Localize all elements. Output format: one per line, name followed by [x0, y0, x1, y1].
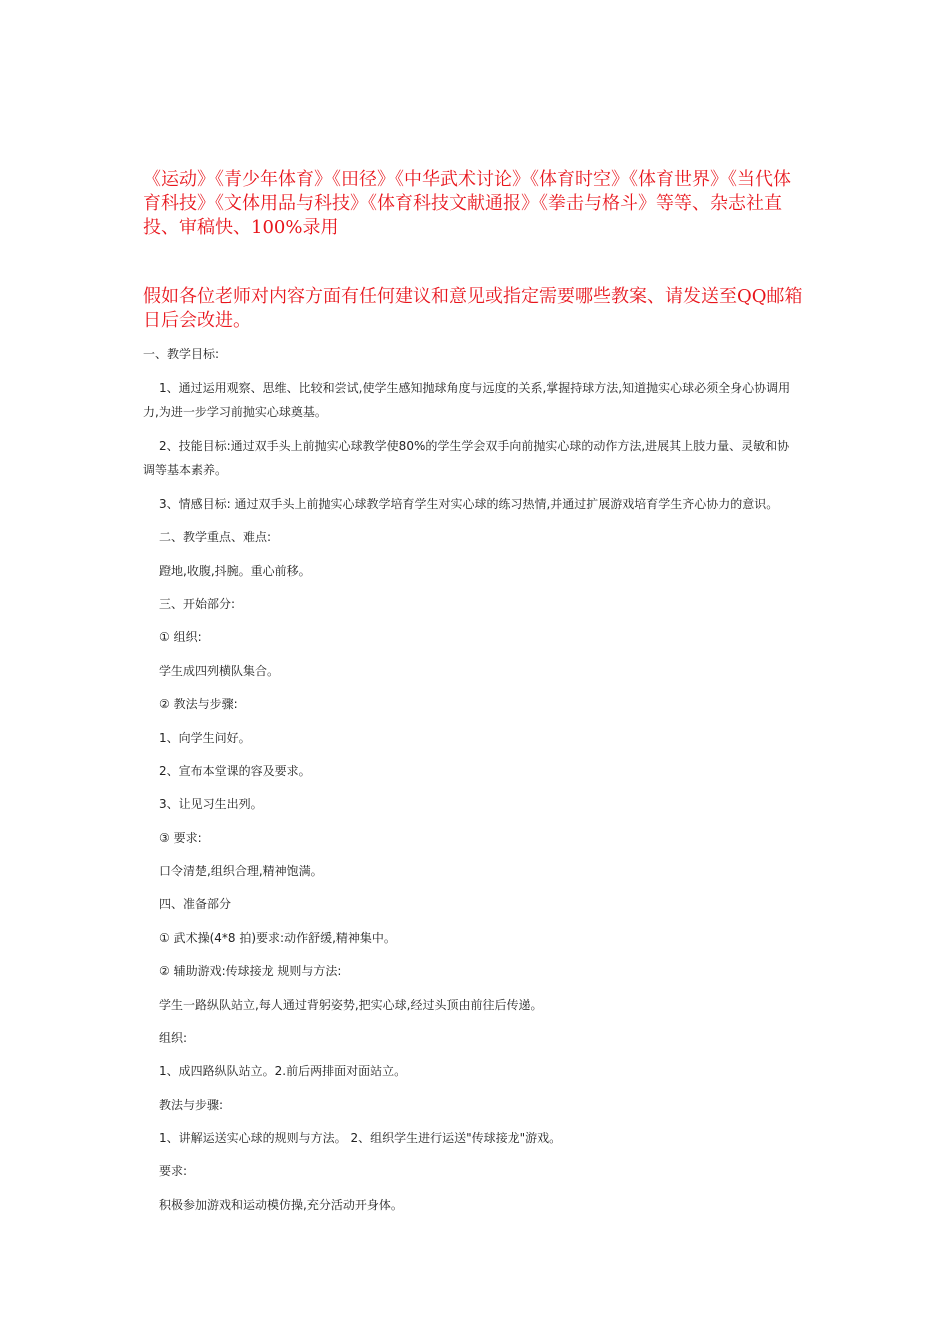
game-organization-label: 组织: — [159, 1031, 188, 1045]
game-rule-text: 学生一路纵队站立,每人通过背躬姿势,把实心球,经过头顶由前往后传递。 — [159, 998, 543, 1012]
game-organization-text: 1、成四路纵队站立。2.前后两排面对面站立。 — [159, 1064, 407, 1078]
prep-item-2-text: ② 辅助游戏:传球接龙 规则与方法: — [159, 964, 342, 978]
section-heading-goals: 一、教学目标: — [143, 347, 220, 361]
section-heading-preparation: 四、准备部分 — [159, 897, 232, 911]
requirement-label: ③ 要求: — [159, 831, 202, 845]
goal-3-text: 3、情感目标: 通过双手头上前抛实心球教学培育学生对实心球的练习热情,并通过扩展游戏培育学生齐心协力的意识。 — [159, 497, 779, 511]
key-points-text: 蹬地,收腹,抖腕。重心前移。 — [159, 564, 311, 578]
section-heading-start: 三、开始部分: — [159, 597, 236, 611]
step-2-text: 2、宣布本堂课的容及要求。 — [159, 764, 311, 778]
organization-text: 学生成四列横队集合。 — [159, 664, 280, 678]
journal-promo-text: 《运动》《青少年体育》《田径》《中华武术讨论》《体育时空》《体育世界》《当代体育科技》《文体用品与科技》《体育科技文献通报》《拳击与格斗》等等、杂志社直投、审稿快、100%录用 — [143, 169, 791, 238]
game-requirement-label: 要求: — [159, 1164, 188, 1178]
game-method-label: 教法与步骤: — [159, 1098, 224, 1112]
step-3-text: 3、让见习生出列。 — [159, 797, 263, 811]
goal-2-text: 2、技能目标:通过双手头上前抛实心球教学使80%的学生学会双手向前抛实心球的动作方法,进展其上肢力量、灵敏和协调等基本素养。 — [143, 439, 790, 477]
requirement-text: 口令清楚,组织合理,精神饱满。 — [159, 864, 323, 878]
method-label: ② 教法与步骤: — [159, 697, 238, 711]
game-method-text: 1、讲解运送实心球的规则与方法。 2、组织学生进行运送"传球接龙"游戏。 — [159, 1131, 562, 1145]
section-heading-key-points: 二、教学重点、难点: — [159, 530, 272, 544]
feedback-notice-text: 假如各位老师对内容方面有任何建议和意见或指定需要哪些教案、请发送至QQ邮箱日后会改进。 — [143, 286, 803, 331]
goal-1-text: 1、通过运用观察、思维、比较和尝试,使学生感知抛球角度与远度的关系,掌握持球方法,知道抛实心球必须全身心协调用力,为进一步学习前抛实心球奠基。 — [143, 381, 791, 419]
step-1-text: 1、向学生问好。 — [159, 731, 251, 745]
organization-label: ① 组织: — [159, 630, 202, 644]
game-requirement-text: 积极参加游戏和运动模仿操,充分活动开身体。 — [159, 1198, 403, 1212]
prep-item-1-text: ① 武术操(4*8 拍)要求:动作舒缓,精神集中。 — [159, 931, 396, 945]
